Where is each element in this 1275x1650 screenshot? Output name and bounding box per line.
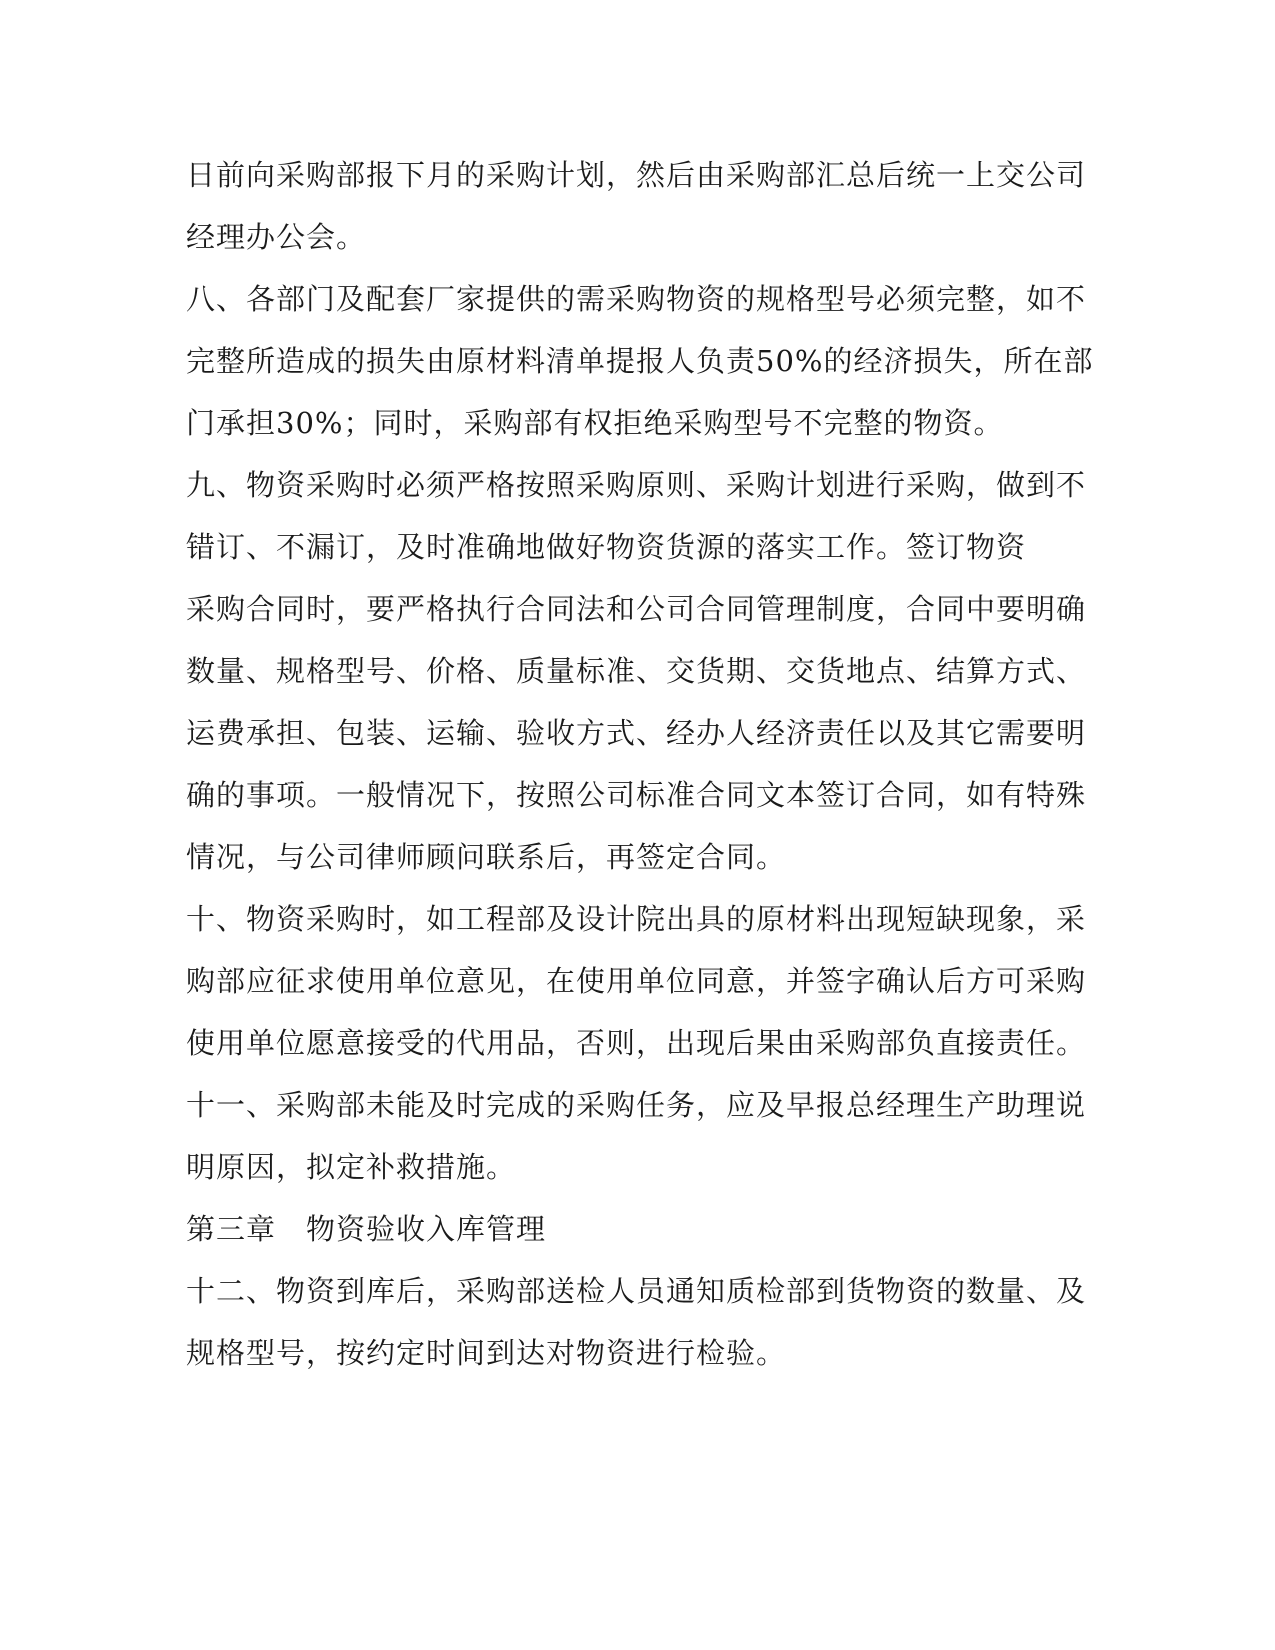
text-line: 十二、物资到库后，采购部送检人员通知质检部到货物资的数量、及 — [186, 1274, 1087, 1308]
text-line: 错订、不漏订，及时准确地做好物资货源的落实工作。签订物资 — [186, 530, 1027, 564]
text-line: 十一、采购部未能及时完成的采购任务，应及早报总经理生产助理说 — [186, 1088, 1087, 1122]
text-line: 购部应征求使用单位意见，在使用单位同意，并签字确认后方可采购 — [186, 964, 1087, 998]
text-line: 确的事项。一般情况下，按照公司标准合同文本签订合同，如有特殊 — [186, 778, 1087, 812]
text-line: 运费承担、包装、运输、验收方式、经办人经济责任以及其它需要明 — [186, 716, 1087, 750]
text-line: 使用单位愿意接受的代用品，否则，出现后果由采购部负直接责任。 — [186, 1026, 1087, 1060]
text-line: 门承担30%；同时，采购部有权拒绝采购型号不完整的物资。 — [186, 406, 1004, 440]
text-line: 十、物资采购时，如工程部及设计院出具的原材料出现短缺现象，采 — [186, 902, 1087, 936]
text-line: 采购合同时，要严格执行合同法和公司合同管理制度，合同中要明确 — [186, 592, 1087, 626]
text-line: 日前向采购部报下月的采购计划，然后由采购部汇总后统一上交公司 — [186, 158, 1087, 192]
text-line: 数量、规格型号、价格、质量标准、交货期、交货地点、结算方式、 — [186, 654, 1087, 688]
text-line: 规格型号，按约定时间到达对物资进行检验。 — [186, 1336, 787, 1370]
text-line: 经理办公会。 — [186, 220, 367, 254]
text-line: 情况，与公司律师顾问联系后，再签定合同。 — [186, 840, 787, 874]
chapter-heading: 第三章 物资验收入库管理 — [186, 1212, 547, 1246]
text-line: 九、物资采购时必须严格按照采购原则、采购计划进行采购，做到不 — [186, 468, 1087, 502]
text-line: 完整所造成的损失由原材料清单提报人负责50%的经济损失，所在部 — [186, 344, 1094, 378]
text-line: 明原因，拟定补救措施。 — [186, 1150, 517, 1184]
text-line: 八、各部门及配套厂家提供的需采购物资的规格型号必须完整，如不 — [186, 282, 1087, 316]
